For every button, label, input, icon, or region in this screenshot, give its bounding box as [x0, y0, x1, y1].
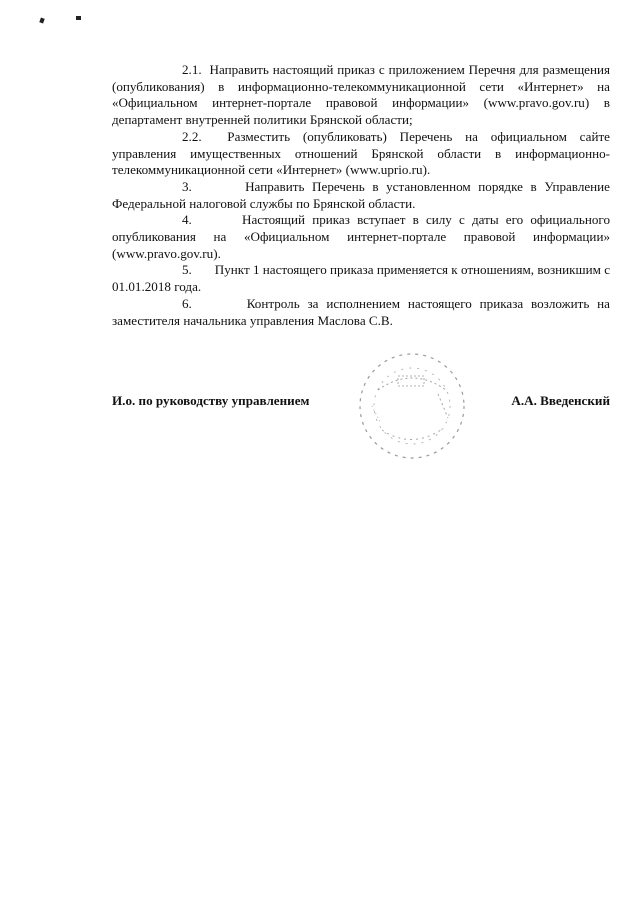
- scan-speck: [39, 17, 44, 23]
- paragraph-4: [112, 212, 610, 262]
- paragraph-number: 5.: [182, 262, 192, 278]
- signatory-role: И.о. по руководству управлением: [112, 393, 310, 408]
- paragraph-2-2: [112, 129, 610, 179]
- paragraph-3: [112, 179, 610, 212]
- scan-marks: [40, 14, 100, 34]
- paragraph-text: Контроль за исполнением настоящего приказа возложить на заместителя начальника управления Маслова С.В.: [112, 295, 610, 328]
- paragraph-number: 3.: [182, 178, 192, 194]
- paragraph-text: Настоящий приказ вступает в силу с даты его официального опубликования на «Официальном интернет-портале правовой информации» (www.pravo.gov.ru).: [112, 212, 610, 261]
- paragraph-number: 2.1.: [182, 62, 202, 77]
- paragraph-number: 4.: [182, 212, 192, 228]
- paragraph-number: 6.: [182, 295, 192, 311]
- paragraph-5: [112, 262, 610, 295]
- signatory-name: А.А. Введенский: [511, 393, 610, 408]
- paragraph-6: [112, 296, 610, 329]
- paragraph-number: 2.2.: [182, 128, 202, 144]
- paragraph-text: Разместить (опубликовать) Перечень на официальном сайте управления имущественных отношений Брянской области в информационно-телекоммуникационной сети «Интернет» (www.uprio.ru).: [112, 128, 610, 178]
- paragraph-text: Пункт 1 настоящего приказа применяется к отношениям, возникшим с 01.01.2018 года.: [112, 262, 611, 295]
- document-body: [112, 62, 610, 329]
- official-stamp: [352, 346, 472, 466]
- paragraph-text: Направить настоящий приказ с приложением Перечня для размещения (опубликования) в информационно-телекоммуникационной сети «Интернет» на «Официальном интернет-портале правовой информации» (www.pravo.gov.ru) в департамент внутренней политики Брянской области;: [112, 62, 611, 128]
- scan-speck: [76, 16, 81, 20]
- paragraph-2-1: [112, 62, 610, 129]
- paragraph-text: Направить Перечень в установленном порядке в Управление Федеральной налоговой службы по Брянской области.: [112, 178, 610, 211]
